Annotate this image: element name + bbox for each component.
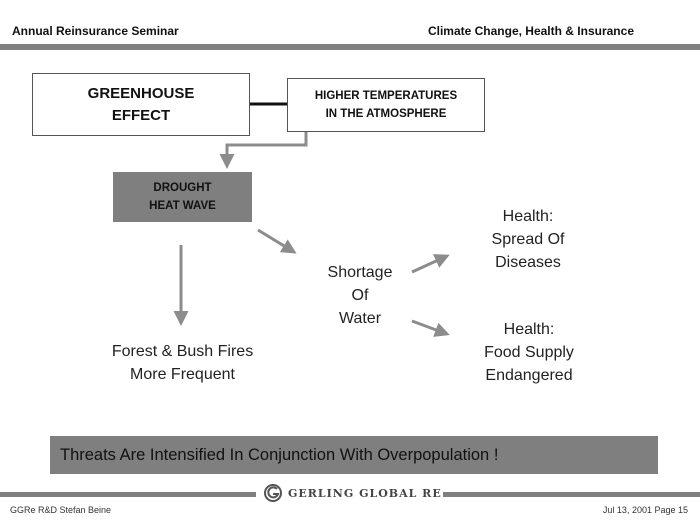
footer-divider-right (443, 492, 700, 497)
forest-bush-fires-node: Forest & Bush Fires More Frequent (111, 343, 254, 383)
footer-author: GGRe R&D Stefan Beine (10, 505, 112, 515)
arrow-shortage-to-spread (412, 256, 447, 272)
higher-temperatures-box: HIGHER TEMPERATURES IN THE ATMOSPHERE (287, 78, 485, 132)
arrow-drought-to-shortage (258, 230, 294, 252)
drought-heatwave-box: DROUGHT HEAT WAVE (113, 172, 252, 222)
shortage-of-water-node: Shortage Of Water (327, 264, 393, 327)
logo-text: GERLING GLOBAL RE (288, 486, 442, 500)
arrow-higher-to-drought (227, 132, 306, 166)
header-title-left: Annual Reinsurance Seminar (12, 24, 179, 38)
footer-divider-left (0, 492, 256, 497)
footer-date-page: Jul 13, 2001 Page 15 (602, 505, 688, 515)
arrow-shortage-to-food (412, 321, 447, 334)
overpopulation-banner: Threats Are Intensified In Conjunction With Overpopulation ! (50, 436, 658, 474)
header-title-right: Climate Change, Health & Insurance (427, 24, 634, 38)
health-spread-of-diseases-node: Health: Spread Of Diseases (491, 208, 565, 271)
greenhouse-effect-box: GREENHOUSE EFFECT (32, 73, 250, 136)
gerling-logo (264, 484, 442, 502)
gerling-logo-icon (264, 484, 282, 502)
health-food-supply-node: Health: Food Supply Endangered (484, 321, 574, 384)
